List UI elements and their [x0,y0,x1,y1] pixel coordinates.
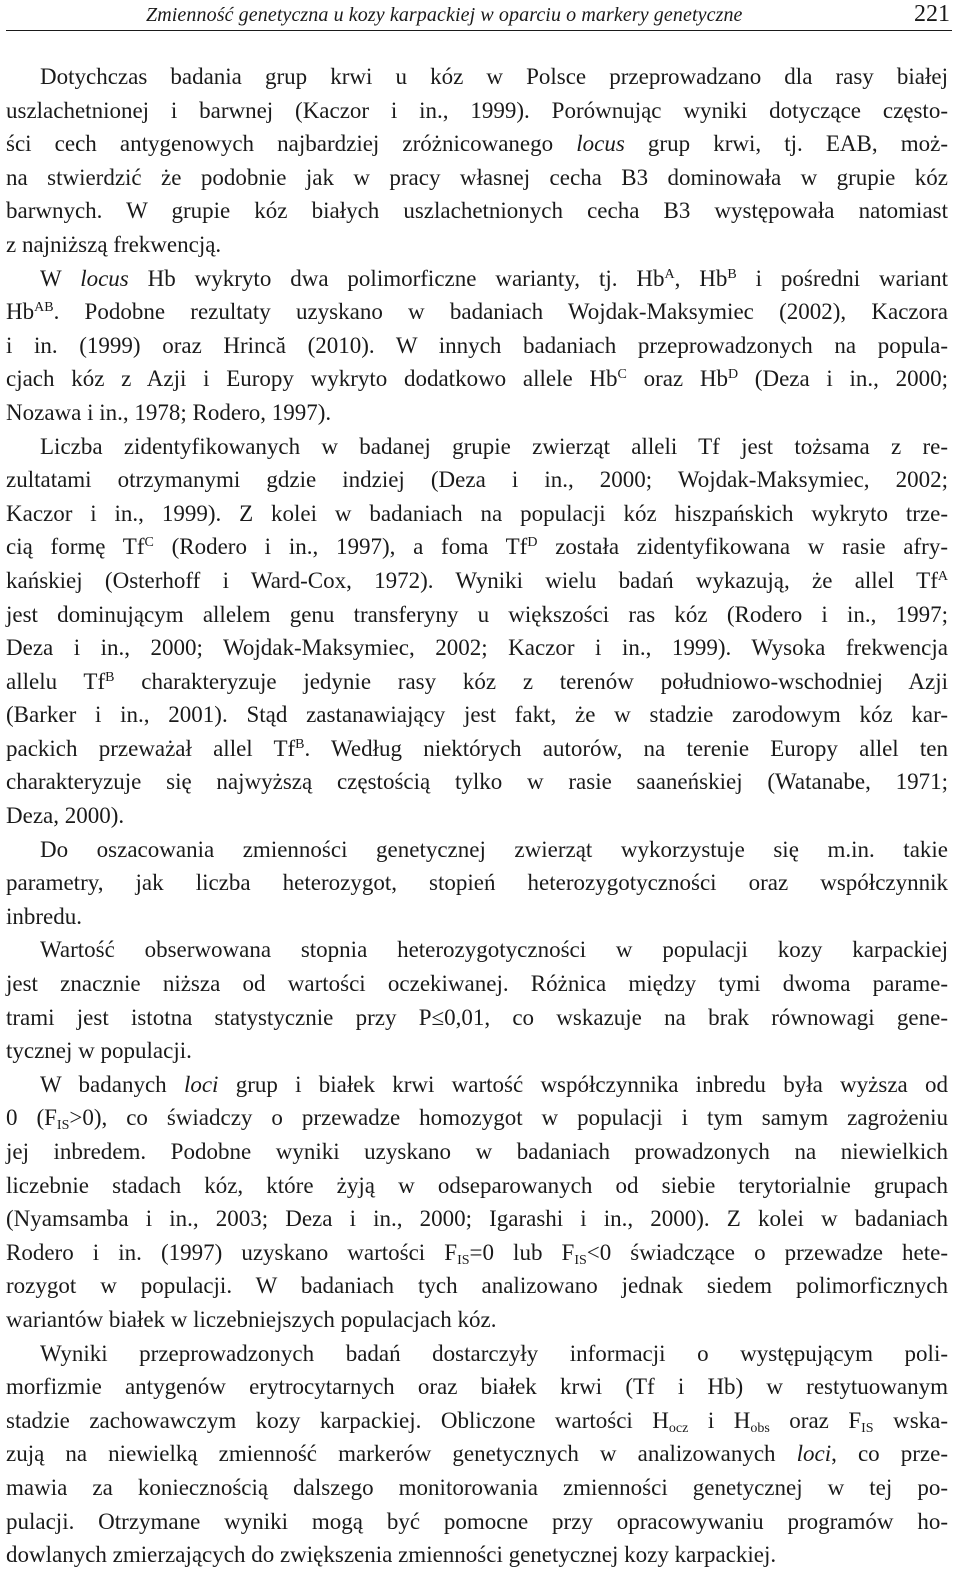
text-line: inbredu. [6,903,83,929]
subscript: IS [457,1252,470,1268]
text-line: W badanych loci grup i białek krwi wartość współczynnika inbredu była wyższa od [40,1071,948,1097]
text-line: z najniższą frekwencją. [6,231,222,257]
text-line: mawia za koniecznością dalszego monitorowania zmienności genetycznej w tej po- [6,1474,948,1500]
running-header-title: Zmienność genetyczna u kozy karpackiej w oparciu o markery genetyczne [146,4,743,26]
paragraph [6,262,948,430]
text-line: Wyniki przeprowadzonych badań dostarczyły informacji o występującym poli- [40,1340,948,1366]
subscript: IS [861,1420,874,1436]
text-line: kańskiej (Osterhoff i Ward-Cox, 1972). Wyniki wielu badań wykazują, że allel $Tf^A$ [6,567,948,593]
text-line: charakteryzuje się najwyższą częstością tylko w rasie saaneńskiej (Watanabe, 1971; [6,769,948,795]
text-line: parametry, jak liczba heterozygot, stopień heterozygotyczności oraz współczynnik [6,870,948,896]
text-line: zultatami otrzymanymi gdzie indziej (Deza i in., 2000; Wojdak-Maksymiec, 2002; [6,467,948,493]
superscript: A [664,266,675,282]
running-header [6,0,952,31]
text-line: Liczba zidentyfikowanych w badanej grupie zwierząt alleli Tf jest tożsama z re- [40,433,948,459]
text-line: dowlanych zmierzających do zwiększenia zmienności genetycznej kozy karpackiej. [6,1542,777,1568]
text-line: Deza i in., 2000; Wojdak-Maksymiec, 2002; Kaczor i in., 1999). Wysoka frekwencja [6,635,948,661]
superscript: B [105,669,115,685]
text-line: Kaczor i in., 1999). Z kolei w badaniach na populacji kóz hiszpańskich wykryto trze- [6,500,948,526]
superscript: C [617,367,627,383]
text-line: uszlachetnionej i barwnej (Kaczor i in., 1999). Porównując wyniki dotyczące często- [6,97,948,123]
text-line: jej inbredem. Podobne wyniki uzyskano w badaniach prowadzonych na niewielkich [6,1139,948,1164]
subscript: obs [750,1420,770,1436]
text-line: Nozawa i in., 1978; Rodero, 1997). [6,399,332,425]
text-line: morfizmie antygenów erytrocytarnych oraz białek krwi (Tf i Hb) w restytuowanym [6,1374,948,1400]
superscript: AB [34,300,54,316]
subscript: IS [574,1252,587,1268]
italic-term: locus [80,265,129,291]
article-body [6,60,948,1572]
superscript: C [144,535,154,551]
superscript: D [527,535,538,551]
superscript: A [937,568,948,584]
text-line: wariantów białek w liczebniejszych populacjach kóz. [6,1306,497,1332]
text-line: jest dominującym allelem genu transferyny u większości ras kóz (Rodero i in., 1997; [6,601,948,627]
text-line: zują na niewielką zmienność markerów genetycznych w analizowanych loci, co prze- [6,1441,948,1467]
text-line: barwnych. W grupie kóz białych uszlachetnionych cecha B3 występowała natomiast [6,198,948,224]
text-line: tycznej w populacji. [6,1038,192,1064]
subscript: IS [56,1118,70,1134]
text-line: pulacji. Otrzymane wyniki mogą być pomocne przy opracowywaniu programów ho- [6,1508,948,1534]
paragraph [6,430,948,833]
superscript: B [727,266,737,282]
italic-term: loci [183,1071,219,1097]
superscript: D [727,367,739,383]
text-line: ści cech antygenowych najbardziej zróżnicowanego locus grup krwi, tj. EAB, moż- [6,131,948,157]
italic-term: loci [796,1441,832,1467]
superscript: B [295,736,305,752]
text-line: trami jest istotna statystycznie przy P≤0,01, co wskazuje na brak równowagi gene- [6,1004,948,1030]
text-line: packich przeważał allel $Tf^B$. Według niektórych autorów, na terenie Europy allel ten [6,735,948,761]
text-line: Wartość obserwowana stopnia heterozygotyczności w populacji kozy karpackiej [40,937,948,963]
paragraph [6,1337,948,1572]
text-line: 0 $(F_{IS}>0)$, co świadczy o przewadze homozygot w populacji i tym samym zagrożeniu [6,1105,948,1134]
paragraph [6,933,948,1067]
paragraph [6,60,948,262]
text-line: cią formę $Tf^C$ (Rodero i in., 1997), a foma $Tf^D$ została zidentyfikowana w rasie afry- [6,534,948,560]
text-line: allelu $Tf^B$ charakteryzuje jedynie rasy kóz z terenów południowo-wschodniej Azji [6,668,948,694]
text-line: liczebnie stadach kóz, które żyją w odseparowanych od siebie terytorialnie grupach [6,1172,948,1198]
text-line: Do oszacowania zmienności genetycznej zwierząt wykorzystuje się m.in. takie [40,836,948,862]
text-line: (Nyamsamba i in., 2003; Deza i in., 2000; Igarashi i in., 2000). Z kolei w badaniach [6,1206,948,1232]
text-line: (Barker i in., 2001). Stąd zastanawiający jest fakt, że w stadzie zarodowym kóz kar- [6,702,948,728]
text-line: Rodero i in. (1997) uzyskano wartości $F_{IS}=0$ lub $F_{IS}<0$ świadczące o przewadze hete- [6,1239,948,1268]
text-line: Deza, 2000). [6,803,125,829]
text-line: W locus Hb wykryto dwa polimorficzne warianty, tj. $Hb^A$, $Hb^B$ i pośredni wariant [40,265,948,291]
text-line: Dotychczas badania grup krwi u kóz w Polsce przeprowadzano dla rasy białej [40,64,948,89]
page-number: 221 [914,1,950,27]
text-line: jest znacznie niższa od wartości oczekiwanej. Różnica między tymi dwoma parame- [6,971,948,997]
text-line: $Hb^{AB}$. Podobne rezultaty uzyskano w badaniach Wojdak-Maksymiec (2002), Kaczora [6,299,948,325]
text-line: stadzie zachowawczym kozy karpackiej. Obliczone wartości $H_{ocz}$ i $H_{obs}$ oraz $F_{IS}$ wska- [6,1407,949,1436]
text-line: rozygot w populacji. W badaniach tych analizowano jednak siedem polimorficznych [6,1273,948,1299]
paragraph [6,1068,948,1337]
italic-term: locus [576,131,625,157]
paragraph [6,833,948,934]
text-line: cjach kóz z Azji i Europy wykryto dodatkowo allele $Hb^C$ oraz $Hb^D$ (Deza i in., 2000; [6,366,948,392]
subscript: ocz [668,1420,689,1436]
text-line: na stwierdzić że podobnie jak w pracy własnej cecha B3 dominowała w grupie kóz [6,164,948,190]
text-line: i in. (1999) oraz Hrincă (2010). W innych badaniach przeprowadzonych na popula- [6,332,948,358]
